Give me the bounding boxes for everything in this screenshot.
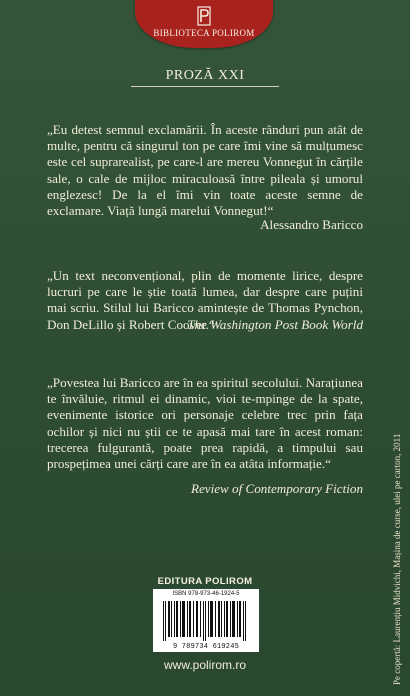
publisher-name: EDITURA POLIROM: [157, 576, 253, 587]
badge-name: BIBLIOTECA POLIROM: [153, 28, 255, 38]
series-title: PROZĂ XXI: [165, 68, 245, 83]
barcode-bars: [161, 601, 251, 641]
series-divider: [131, 86, 279, 87]
quote-text: „Povestea lui Baricco are în ea spiritul secolului. Narațiunea te învăluie, ritmul ei dinamic, vioi te-mpinge de la spate, evenimente istorice ori personaje celebre trec prin fața ochilor și nici nu știi ce te apasă mai tare în acest roman: trecerea fulgurantă, poate prea rapidă, a timpului sau prospețimea unei cărți care are în ea atâta informație.“: [47, 375, 363, 472]
publisher-badge: [135, 0, 273, 48]
isbn-label: ISBN 978-973-46-1924-5: [172, 591, 240, 597]
website-link[interactable]: www.polirom.ro: [163, 658, 247, 672]
quote-author: Alessandro Baricco: [260, 217, 363, 232]
quote-text: „Eu detest semnul exclamării. În aceste rânduri pun atât de multe, pentru că singurul ton pe care îmi vine să mulțumesc este cel suprarealist, pe care-l are mereu Vonnegut în cărțile sale, o cale de mijloc miraculoasă între pileala și umorul englezesc! De la el îmi vin toate aceste semne de exclamare. Viață lungă marelui Vonnegut!“: [47, 122, 363, 219]
cover-credits: Pe copertă: Laurențiu Midvichi, Mașina de curse, ulei pe carton, 2011: [392, 433, 402, 685]
barcode-digits: 9 789734 619245: [172, 643, 239, 651]
barcode: [153, 589, 259, 652]
quote-author: Review of Contemporary Fiction: [190, 481, 363, 496]
polirom-logo-icon: [197, 6, 211, 26]
quote-text: „Un text neconvențional, plin de momente lirice, despre lucruri pe care le știe toată lumea, dar despre care puțini mai scriu. Stilul lui Baricco amintește de Thomas Pynchon, Don DeLillo și Robert Coover.“: [47, 268, 363, 332]
quote-author: The Washington Post Book World: [187, 317, 363, 332]
